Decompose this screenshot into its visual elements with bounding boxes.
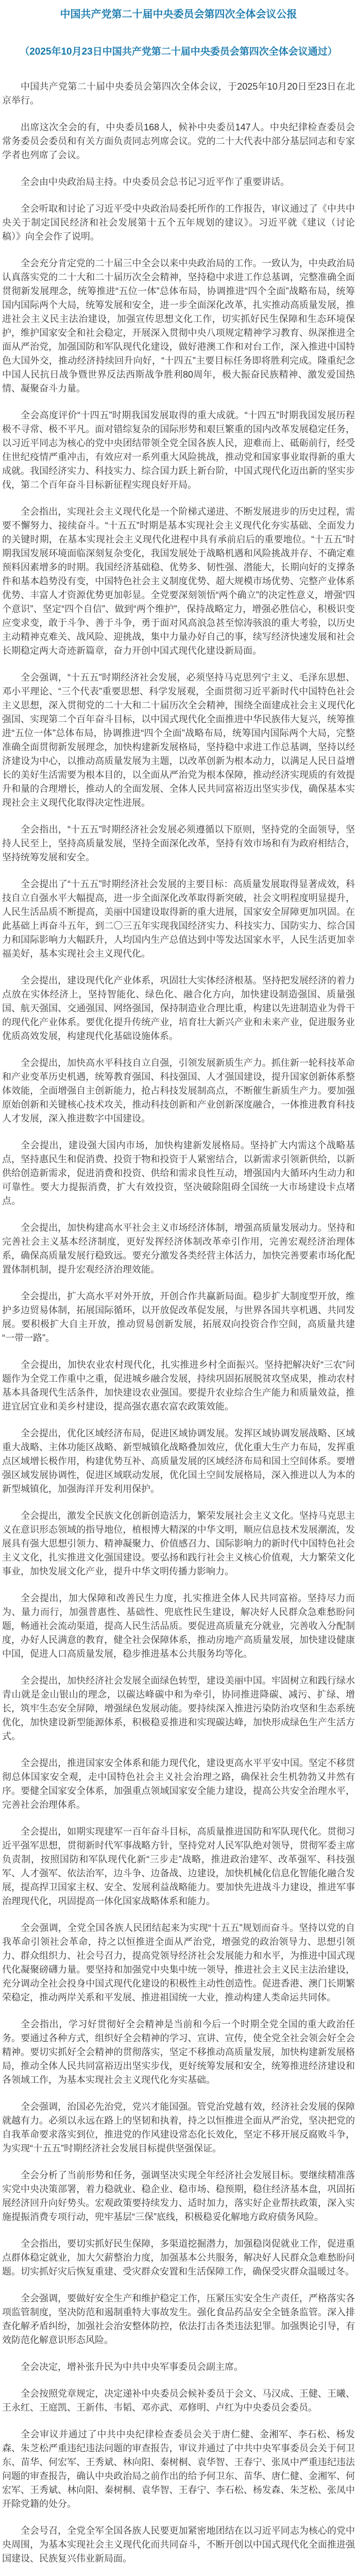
paragraph: 出席这次全会的有，中央委员168人，候补中央委员147人。中央纪律检查委员会常务委员会委员和有关方面负责同志列席会议。党的二十大代表中部分基层同志和专家学者也列席了会议。 [2,122,355,160]
paragraph: 全会由中央政治局主持。中央委员会总书记习近平作了重要讲话。 [21,176,290,187]
paragraph: 全会号召，全党全军全国各族人民要更加紧密地团结在以习近平同志为核心的党中央周围，为基本实现社会主义现代化而共同奋斗，不断开创以中国式现代化全面推进强国建设、民族复兴伟业新局面。 [2,2525,355,2564]
paragraph: 全会指出，实现社会主义现代化是一个阶梯式递进、不断发展进步的历史过程，需要不懈努力、接续奋斗。“十五五”时期是基本实现社会主义现代化夯实基础、全面发力的关键时期，在基本实现社会主义现代化进程中具有承前启后的重要地位。“十五五”时期我国发展环境面临深刻复杂变化，我国发展处于战略机遇和风险挑战并存、不确定难预料因素增多的时期。我国经济基础稳、优势多、韧性强、潜能大，长期向好的支撑条件和基本趋势没有变，中国特色社会主义制度优势、超大规模市场优势、完整产业体系优势、丰富人才资源优势更加彰显。全党要深刻领悟“两个确立”的决定性意义，增强“四个意识”、坚定“四个自信”、做到“两个维护”，保持战略定力，增强必胜信心，积极识变应变求变，敢于斗争、善于斗争，勇于面对风高浪急甚至惊涛骇浪的重大考验，以历史主动精神克难关、战风险、迎挑战，集中力量办好自己的事，续写经济快速发展和社会长期稳定两大奇迹新篇章，奋力开创中国式现代化建设新局面。 [2,506,355,656]
paragraph: 全会提出，建设现代化产业体系，巩固壮大实体经济根基。坚持把发展经济的着力点放在实体经济上，坚持智能化、绿色化、融合化方向，加快建设制造强国、质量强国、航天强国、交通强国、网络强国，保持制造业合理比重，构建以先进制造业为骨干的现代化产业体系。要优化提升传统产业，培育壮大新兴产业和未来产业，促进服务业优质高效发展，构建现代化基础设施体系。 [2,975,355,1041]
paragraph: 全会强调，要做好安全生产和维护稳定工作，压紧压实安全生产责任，严格落实各项监管制度，坚决防范和遏制重特大事故发生。强化食品药品安全全链条监管。深入排查化解矛盾纠纷，加强社会治安整体防控，依法打击各类违法犯罪。加强舆论引导，有效防范化解意识形态风险。 [2,2293,355,2345]
paragraph: 全会提出，加快经济社会发展全面绿色转型，建设美丽中国。牢固树立和践行绿水青山就是金山银山的理念，以碳达峰碳中和为牵引，协同推进降碳、减污、扩绿、增长，筑牢生态安全屏障，增强绿色发展动能。要持续深入推进污染防治攻坚和生态系统优化，加快建设新型能源体系，积极稳妥推进和实现碳达峰，加快形成绿色生产生活方式。 [2,1675,355,1741]
paragraph: 全会提出，扩大高水平对外开放，开创合作共赢新局面。稳步扩大制度型开放，维护多边贸易体制，拓展国际循环，以开放促改革促发展，与世界各国共享机遇、共同发展。要积极扩大自主开放，推动贸易创新发展，拓展双向投资合作空间，高质量共建“一带一路”。 [2,1291,355,1343]
paragraph: 全会提出，如期实现建军一百年奋斗目标，高质量推进国防和军队现代化。贯彻习近平强军思想，贯彻新时代军事战略方针，坚持党对人民军队绝对领导，贯彻军委主席负责制，按照国防和军队现代化新“三步走”战略，推进政治建军、改革强军、科技强军、人才强军、依法治军，边斗争、边备战、边建设，加快机械化信息化智能化融合发展，提高捍卫国家主权、安全、发展利益战略能力。要加快先进战斗力建设，推进军事治理现代化，巩固提高一体化国家战略体系和能力。 [2,1826,355,1906]
paragraph: 全会提出，加快高水平科技自立自强，引领发展新质生产力。抓住新一轮科技革命和产业变革历史机遇，统筹教育强国、科技强国、人才强国建设，提升国家创新体系整体效能，全面增强自主创新能力，抢占科技发展制高点，不断催生新质生产力。要加强原始创新和关键核心技术攻关，推动科技创新和产业创新深度融合，一体推进教育科技人才发展，深入推进数字中国建设。 [2,1057,355,1124]
paragraph: 全会提出，加快农业农村现代化，扎实推进乡村全面振兴。坚持把解决好“三农”问题作为全党工作重中之重，促进城乡融合发展，持续巩固拓展脱贫攻坚成果，推动农村基本具备现代生活条件，加快建设农业强国。要提升农业综合生产能力和质量效益，推进宜居宜业和美乡村建设，提高强农惠农富农政策效能。 [2,1359,355,1412]
paragraph: 全会提出，优化区域经济布局，促进区域协调发展。发挥区域协调发展战略、区域重大战略、主体功能区战略、新型城镇化战略叠加效应，优化重大生产力布局，发挥重点区域增长极作用，构建优势互补、高质量发展的区域经济布局和国土空间体系。要增强区域发展协调性，促进区域联动发展，优化国土空间发展格局，深入推进以人为本的新型城镇化，加强海洋开发利用保护。 [2,1428,355,1494]
page-title: 中国共产党第二十届中央委员会第四次全体会议公报 [60,9,297,20]
paragraph: 全会指出，“十五五”时期经济社会发展必须遵循以下原则，坚持党的全面领导，坚持人民至上，坚持高质量发展，坚持全面深化改革，坚持有效市场和有为政府相结合，坚持统筹发展和安全。 [2,824,355,862]
paragraph: 全会听取和讨论了习近平受中央政治局委托所作的工作报告，审议通过了《中共中央关于制定国民经济和社会发展第十五个五年规划的建议》。习近平就《建议（讨论稿）》向全会作了说明。 [2,203,355,242]
paragraph: 全会提出，加快构建高水平社会主义市场经济体制，增强高质量发展动力。坚持和完善社会主义基本经济制度，更好发挥经济体制改革牵引作用，完善宏观经济治理体系，确保高质量发展行稳致远。要充分激发各类经营主体活力，加快完善要素市场化配置体制机制，提升宏观经济治理效能。 [2,1222,355,1275]
article [0,7,357,2576]
paragraph: 全会强调，全党全国各族人民团结起来为实现“十五五”规划而奋斗。坚持以党的自我革命引领社会革命，持之以恒推进全面从严治党，增强党的政治领导力、思想引领力、群众组织力、社会号召力，提高党领导经济社会发展能力和水平，为推进中国式现代化凝聚磅礴力量。要坚持和加强党中央集中统一领导，推进社会主义民主法治建设，充分调动全社会投身中国式现代化建设的积极性主动性创造性。促进香港、澳门长期繁荣稳定，推动两岸关系和平发展、推进祖国统一大业，推动构建人类命运共同体。 [2,1922,355,2003]
paragraph: 全会提出，加大保障和改善民生力度，扎实推进全体人民共同富裕。坚持尽力而为、量力而行，加强普惠性、基础性、兜底性民生建设，解决好人民群众急难愁盼问题，畅通社会流动渠道，提高人民生活品质。要促进高质量充分就业，完善收入分配制度，办好人民满意的教育，健全社会保障体系，推动房地产高质量发展，加快建设健康中国，促进人口高质量发展，稳步推进基本公共服务均等化。 [2,1592,355,1659]
paragraph: 全会指出，要切实抓好民生保障，多渠道挖掘潜力，加强稳岗促就业工作，促进重点群体稳定就业，加大欠薪整治力度，加强基本公共服务，解决好人民群众急难愁盼问题。切实抓好灾后恢复重建、受灾群众安置和生活保障工作，确保受灾群众温暖过冬。 [2,2238,355,2277]
paragraph: 全会强调，“十五五”时期经济社会发展，必须坚持马克思列宁主义、毛泽东思想、邓小平理论、“三个代表”重要思想、科学发展观，全面贯彻习近平新时代中国特色社会主义思想，深入贯彻党的二十大和二十届历次全会精神，围绕全面建成社会主义现代化强国、实现第二个百年奋斗目标，以中国式现代化全面推进中华民族伟大复兴，统筹推进“五位一体”总体布局，协调推进“四个全面”战略布局，统筹国内国际两个大局，完整准确全面贯彻新发展理念，加快构建新发展格局，坚持稳中求进工作总基调，坚持以经济建设为中心，以推动高质量发展为主题，以改革创新为根本动力，以满足人民日益增长的美好生活需要为根本目的，以全面从严治党为根本保障，推动经济实现质的有效提升和量的合理增长，推动人的全面发展、全体人民共同富裕迈出坚实步伐，确保基本实现社会主义现代化取得决定性进展。 [2,672,355,808]
paragraph: 中国共产党第二十届中央委员会第四次全体会议，于2025年10月20日至23日在北京举行。 [2,81,355,106]
paragraph: 全会提出，激发全民族文化创新创造活力，繁荣发展社会主义文化。坚持马克思主义在意识形态领域的指导地位，植根博大精深的中华文明，顺应信息技术发展潮流，发展具有强大思想引领力、精神凝聚力、价值感召力、国际影响力的新时代中国特色社会主义文化，扎实推进文化强国建设。要弘扬和践行社会主义核心价值观，大力繁荣文化事业，加快发展文化产业，提升中华文明传播力影响力。 [2,1510,355,1577]
paragraph: 全会按照党章规定，决定递补中央委员会候补委员于会文、马汉成、王健、王曦、王永红、王庭凯、王新伟、韦韬、邓亦武、邓修明、卢红为中央委员会委员。 [2,2388,355,2413]
paragraph: 全会指出，学习好贯彻好全会精神是当前和今后一个时期全党全国的重大政治任务。要通过各种方式，组织好全会精神的学习、宣讲、宣传，使全党全社会领会好全会精神。要切实抓好全会精神的贯彻落实，坚定不移推动高质量发展，加快构建新发展格局，推动全体人民共同富裕迈出坚实步伐，更好统筹发展和安全，统筹推进经济建设和各领域工作，为基本实现社会主义现代化夯实基础。 [2,2019,355,2085]
paragraph: 全会分析了当前形势和任务，强调坚决实现全年经济社会发展目标。要继续精准落实党中央决策部署，着力稳就业、稳企业、稳市场、稳预期，稳住经济基本盘，巩固拓展经济回升向好势头。宏观政策要持续发力、适时加力，落实好企业帮扶政策，深入实施提振消费专项行动，兜牢基层“三保”底线，积极稳妥化解地方政府债务风险。 [2,2170,355,2222]
paragraph: 全会审议并通过了中共中央纪律检查委员会关于唐仁健、金湘军、李石松、杨发森、朱芝松严重违纪违法问题的审查报告，审议并通过了中共中央军事委员会关于何卫东、苗华、何宏军、王秀斌、林向阳、秦树桐、袁华智、王春宁、张凤中严重违纪违法问题的审查报告，确认中央政治局之前作出的给予何卫东、苗华、唐仁健、金湘军、何宏军、王秀斌、林向阳、秦树桐、袁华智、王春宁、李石松、杨发森、朱芝松、张凤中开除党籍的处分。 [2,2429,355,2509]
paragraph: 全会提出了“十五五”时期经济社会发展的主要目标：高质量发展取得显著成效，科技自立自强水平大幅提高，进一步全面深化改革取得新突破，社会文明程度明显提升，人民生活品质不断提高，美丽中国建设取得新的重大进展，国家安全屏障更加巩固。在此基础上再奋斗五年，到二〇三五年实现我国经济实力、科技实力、国防实力、综合国力和国际影响力大幅跃升，人均国内生产总值达到中等发达国家水平，人民生活更加幸福美好，基本实现社会主义现代化。 [2,878,355,959]
paragraph: 全会强调，治国必先治党，党兴才能国强。管党治党越有效，经济社会发展的保障就越有力。必须以永远在路上的坚韧和执着，持之以恒推进全面从严治党，坚决把党的自我革命要求落实到位，推进党的作风建设常态化长效化，坚定不移开展反腐败斗争，为实现“十五五”时期经济社会发展目标提供坚强保证。 [2,2101,355,2154]
paragraph: 全会提出，建设强大国内市场，加快构建新发展格局。坚持扩大内需这个战略基点，坚持惠民生和促消费、投资于物和投资于人紧密结合，以新需求引领新供给，以新供给创造新需求，促进消费和投资、供给和需求良性互动，增强国内大循环内生动力和可靠性。要大力提振消费，扩大有效投资，坚决破除阻碍全国统一大市场建设卡点堵点。 [2,1140,355,1206]
paragraph: 全会提出，推进国家安全体系和能力现代化，建设更高水平平安中国。坚定不移贯彻总体国家安全观，走中国特色社会主义社会治理之路，确保社会生机勃勃又井然有序。要健全国家安全体系，加强重点领域国家安全能力建设，提高公共安全治理水平，完善社会治理体系。 [2,1757,355,1810]
paragraph: 全会充分肯定党的二十届三中全会以来中央政治局的工作。一致认为，中央政治局认真落实党的二十大和二十届历次全会精神，坚持稳中求进工作总基调，完整准确全面贯彻新发展理念，统筹推进“五位一体”总体布局，协调推进“四个全面”战略布局，统筹国内国际两个大局，统筹发展和安全，进一步全面深化改革，扎实推动高质量发展，推进社会主义民主法治建设，加强宣传思想文化工作，切实抓好民生保障和生态环境保护，维护国家安全和社会稳定，开展深入贯彻中央八项规定精神学习教育、纵深推进全面从严治党，加强国防和军队现代化建设，做好港澳工作和对台工作，深入推进中国特色大国外交，推动经济持续回升向好，“十四五”主要目标任务即将胜利完成。隆重纪念中国人民抗日战争暨世界反法西斯战争胜利80周年，极大振奋民族精神、激发爱国热情、凝聚奋斗力量。 [2,258,355,394]
page-subtitle: （2025年10月23日中国共产党第二十届中央委员会第四次全体会议通过） [20,46,337,57]
paragraph: 全会决定，增补张升民为中共中央军事委员会副主席。 [21,2361,243,2372]
article-body [2,80,355,2566]
paragraph: 全会高度评价“十四五”时期我国发展取得的重大成就。“十四五”时期我国发展历程极不寻常、极不平凡。面对错综复杂的国际形势和艰巨繁重的国内改革发展稳定任务，以习近平同志为核心的党中央团结带领全党全国各族人民，迎难而上、砥砺前行，经受住世纪疫情严重冲击，有效应对一系列重大风险挑战，推动党和国家事业取得新的重大成就。我国经济实力、科技实力、综合国力跃上新台阶，中国式现代化迈出新的坚实步伐，第二个百年奋斗目标新征程实现良好开局。 [2,410,355,490]
